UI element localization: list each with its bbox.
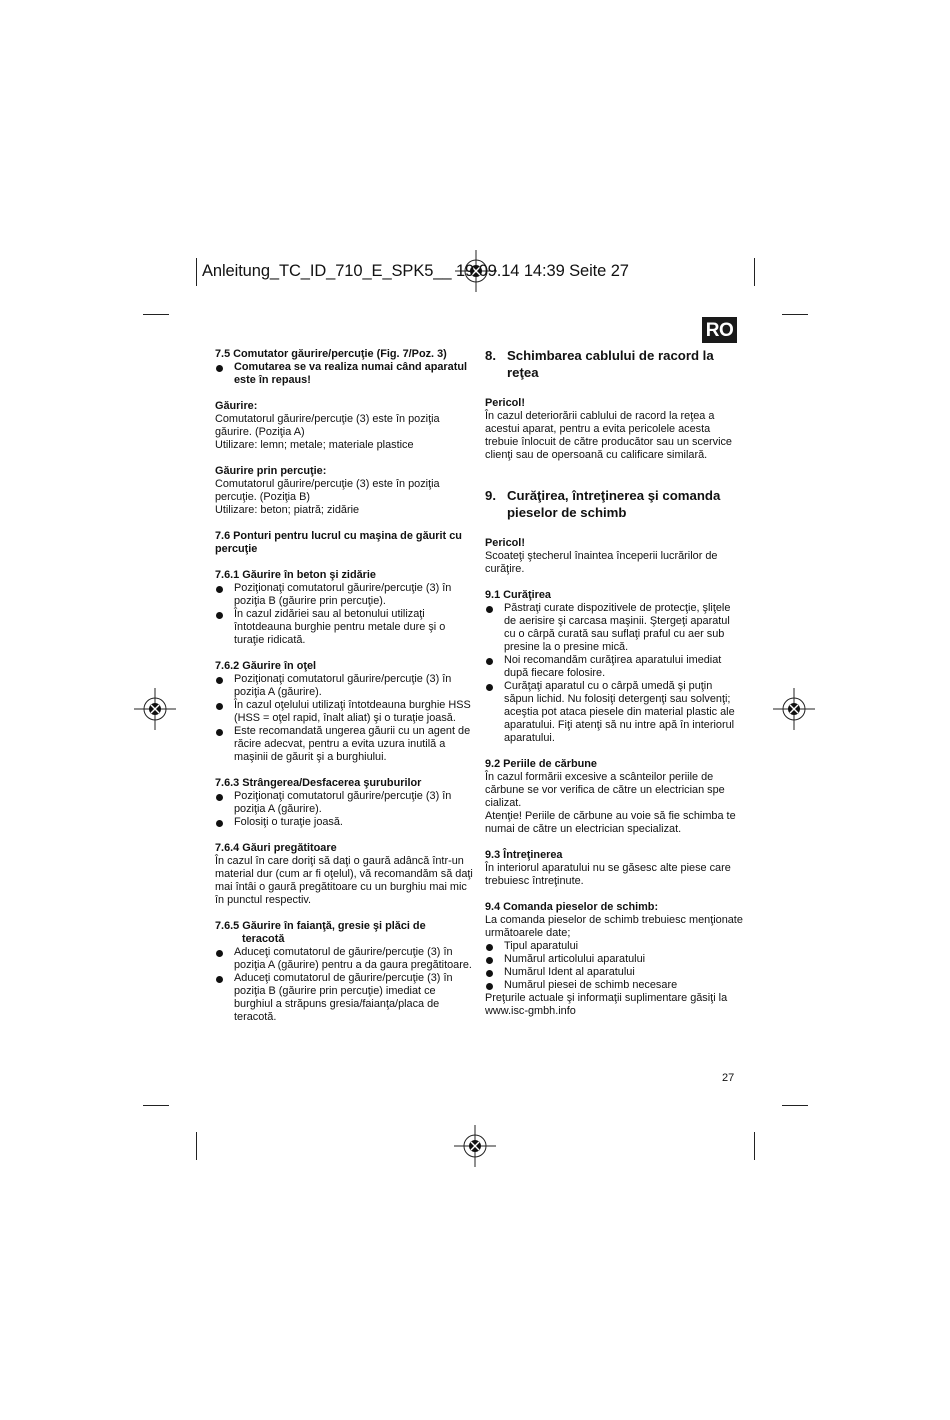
paragraph: Scoateţi ştecherul înaintea începerii lucrărilor de curăţire. [485,550,718,575]
paragraph: În cazul deteriorării cablului de racord la reţea a acestui aparat, pentru a evita pericolele acesta trebuie înlocuit de către producător sau un scervice clienţi sau de opersoană cu calificare similară. [485,410,732,461]
bullet-list [215,582,477,647]
subheading: 7.6.3 Strângerea/Desfacerea şuruburilor [215,777,422,789]
paragraph: În interiorul aparatului nu se găsesc alte piese care trebuiesc întreţinute. [485,862,731,887]
list-item: În cazul oţelului utilizaţi întotdeauna burghie HSS (HSS = oţel rapid, înalt aliat) şi o turaţie joasă. [215,699,477,725]
paragraph: Comutatorul găurire/percuţie (3) este în poziţia percuţie. (Poziţia B) [215,478,440,503]
paragraph: În cazul în care doriţi să daţi o gaură adâncă într-un material dur (cum ar fi oţelul), vă recomandăm să daţi mai întâi o gaură pregătitoare cu un burghiu mai mic în punctul respectiv. [215,855,473,906]
paragraph: Utilizare: lemn; metale; materiale plastice [215,439,414,451]
crop-mark [196,258,197,286]
list-item: Este recomandată ungerea găurii cu un agent de răcire adecvat, pentru a evita uzura inutilă a maşinii de găurit şi a burghiului. [215,725,477,764]
list-item: Numărul Ident al aparatului [485,966,743,979]
subheading: Găurire prin percuţie: [215,465,327,477]
list-item: Curăţaţi aparatul cu o cârpă umedă şi puţin săpun lichid. Nu folosiţi detergenţi sau solvenţi; aceştia pot ataca piesele din material plastic ale aparatului. Fiţi atenţi să nu intre apă în interiorul aparatului. [485,680,743,745]
subheading: 7.6.5 Găurire în faianţă, gresie şi plăci de [215,920,426,932]
chapter-heading [485,488,743,521]
chapter-number: 8. [485,348,496,363]
bullet-list [485,940,743,992]
list-item: Noi recomandăm curăţirea aparatului imediat după fiecare folosire. [485,654,743,680]
list-item: Poziţionaţi comutatorul găurire/percuţie (3) în poziţia A (găurire). [215,790,477,816]
bullet-list [215,790,477,829]
list-item: Comutarea se va realiza numai când aparatul este în repaus! [215,361,477,387]
bullet-list [215,946,477,1024]
bullet-list [485,602,743,745]
left-column [215,348,477,1024]
warning-label: Pericol! [485,397,525,409]
chapter-title-continuation: pieselor de schimb [507,504,627,520]
registration-mark-icon [454,1125,496,1167]
chapter-number: 9. [485,488,496,503]
list-item: Poziţionaţi comutatorul găurire/percuţie (3) în poziţia A (găurire). [215,673,477,699]
right-column [485,348,743,1018]
paragraph: Comutatorul găurire/percuţie (3) este în poziţia găurire. (Poziţia A) [215,413,440,438]
subheading: 9.3 Întreţinerea [485,849,563,861]
subheading: 9.4 Comanda pieselor de schimb: [485,901,659,913]
list-item: Poziţionaţi comutatorul găurire/percuţie (3) în poziţia B (găurire prin percuţie). [215,582,477,608]
list-item: Numărul piesei de schimb necesare [485,979,743,992]
crop-mark [143,314,169,315]
registration-mark-icon [134,688,176,730]
subheading: Găurire: [215,400,258,412]
subheading: 7.6.4 Găuri pregătitoare [215,842,337,854]
crop-mark [754,1132,755,1160]
crop-mark [196,1132,197,1160]
crop-mark [782,314,808,315]
language-badge: RO [702,317,737,343]
paragraph: Atenţie! Periile de cărbune au voie să fie schimba te numai de către un electrician specializat. [485,810,736,835]
chapter-title: Schimbarea cablului de racord la [507,348,714,363]
chapter-heading [485,348,743,381]
crop-mark [754,258,755,286]
subheading: 7.6.2 Găurire în oţel [215,660,317,672]
bullet-list [215,361,477,387]
page-number: 27 [722,1072,735,1084]
section-heading: 7.5 Comutator găurire/percuţie (Fig. 7/Poz. 3) [215,348,447,360]
chapter-title: Curăţirea, întreţinerea şi comanda [507,488,721,503]
paragraph: Utilizare: beton; piatră; zidărie [215,504,360,516]
crop-mark [782,1105,808,1106]
paragraph: La comanda pieselor de schimb trebuiesc menţionate următoarele date; [485,914,743,939]
paragraph: Preţurile actuale şi informaţii suplimentare găsiţi la www.isc-gmbh.info [485,992,728,1017]
list-item: Numărul articolului aparatului [485,953,743,966]
running-header: Anleitung_TC_ID_710_E_SPK5__ 19.09.14 14:39 Seite 27 [202,262,629,280]
list-item: Tipul aparatului [485,940,743,953]
subheading: 7.6.1 Găurire în beton şi zidărie [215,569,376,581]
list-item: În cazul zidăriei sau al betonului utilizaţi întotdeauna burghie pentru metale dure şi o turaţie ridicată. [215,608,477,647]
paragraph: În cazul formării excesive a scânteilor periile de cărbune se vor verifica de către un electrician spe cializat. [485,771,725,809]
section-heading: 7.6 Ponturi pentru lucrul cu maşina de găurit cu percuţie [215,530,462,555]
registration-mark-icon [773,688,815,730]
subheading-continuation: teracotă [242,933,285,945]
list-item: Folosiţi o turaţie joasă. [215,816,477,829]
warning-label: Pericol! [485,537,525,549]
crop-mark [143,1105,169,1106]
subheading: 9.2 Periile de cărbune [485,758,597,770]
list-item: Aduceţi comutatorul de găurire/percuţie (3) în poziţia B (găurire prin percuţie) imediat ce burghiul a străpuns gresia/faianţa/placa de teracotă. [215,972,477,1024]
bullet-list [215,673,477,764]
subheading: 9.1 Curăţirea [485,589,551,601]
list-item: Aduceţi comutatorul de găurire/percuţie (3) în poziţia A (găurire) pentru a da gaura pregătitoare. [215,946,477,972]
list-item: Păstraţi curate dispozitivele de protecţie, şliţele de aerisire şi carcasa maşinii. Ştergeţi aparatul cu o cârpă curată sau suflaţi praful cu aer sub presine la o presine mică. [485,602,743,654]
chapter-title-continuation: reţea [507,364,539,380]
